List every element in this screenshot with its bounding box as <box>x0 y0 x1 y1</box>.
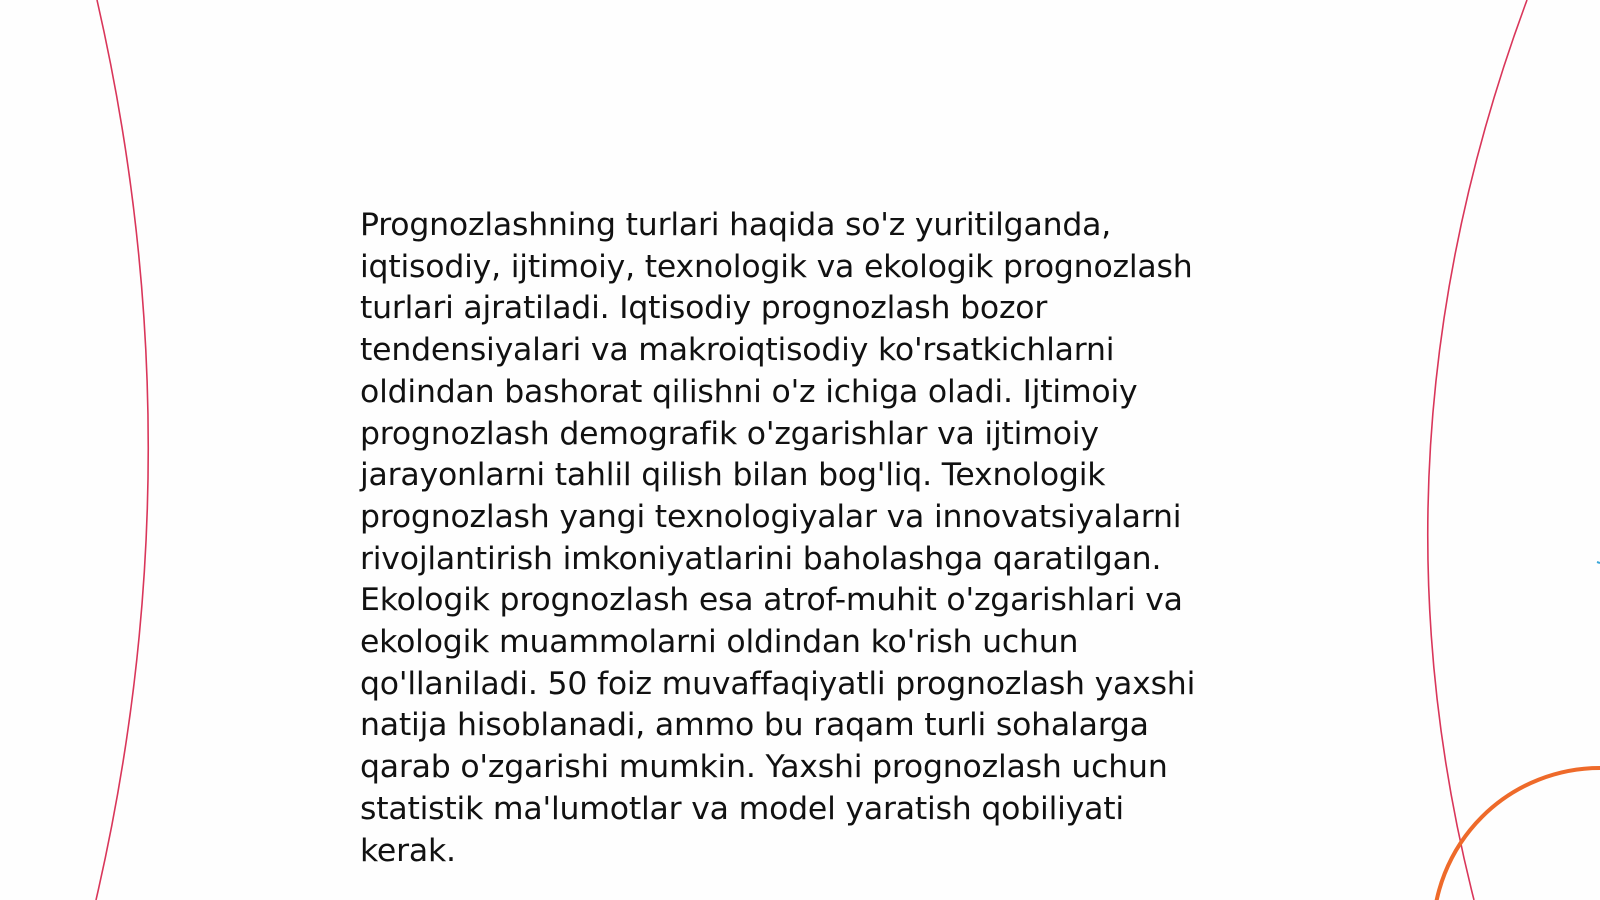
left-arc-line <box>96 0 148 900</box>
right-arc-line <box>1428 0 1527 900</box>
body-paragraph: Prognozlashning turlari haqida so'z yuritilganda, iqtisodiy, ijtimoiy, texnologik va ekologik prognozlash turlari ajratiladi. Iqtisodiy prognozlash bozor tendensiyalari va makroiqtisodiy ko'rsatkichlarni oldindan bashorat qilishni o'z ichiga oladi. Ijtimoiy prognozlash demografik o'zgarishlar va ijtimoiy jarayonlarni tahlil qilish bilan bog'liq. Texnologik prognozlash yangi texnologiyalar va innovatsiyalarni rivojlantirish imkoniyatlarini baholashga qaratilgan. Ekologik prognozlash esa atrof-muhit o'zgarishlari va ekologik muammolarni oldindan ko'rish uchun qo'llaniladi. 50 foiz muvaffaqiyatli prognozlash yaxshi natija hisoblanadi, ammo bu raqam turli sohalarga qarab o'zgarishi mumkin. Yaxshi prognozlash uchun statistik ma'lumotlar va model yaratish qobiliyati kerak. <box>360 207 1196 869</box>
